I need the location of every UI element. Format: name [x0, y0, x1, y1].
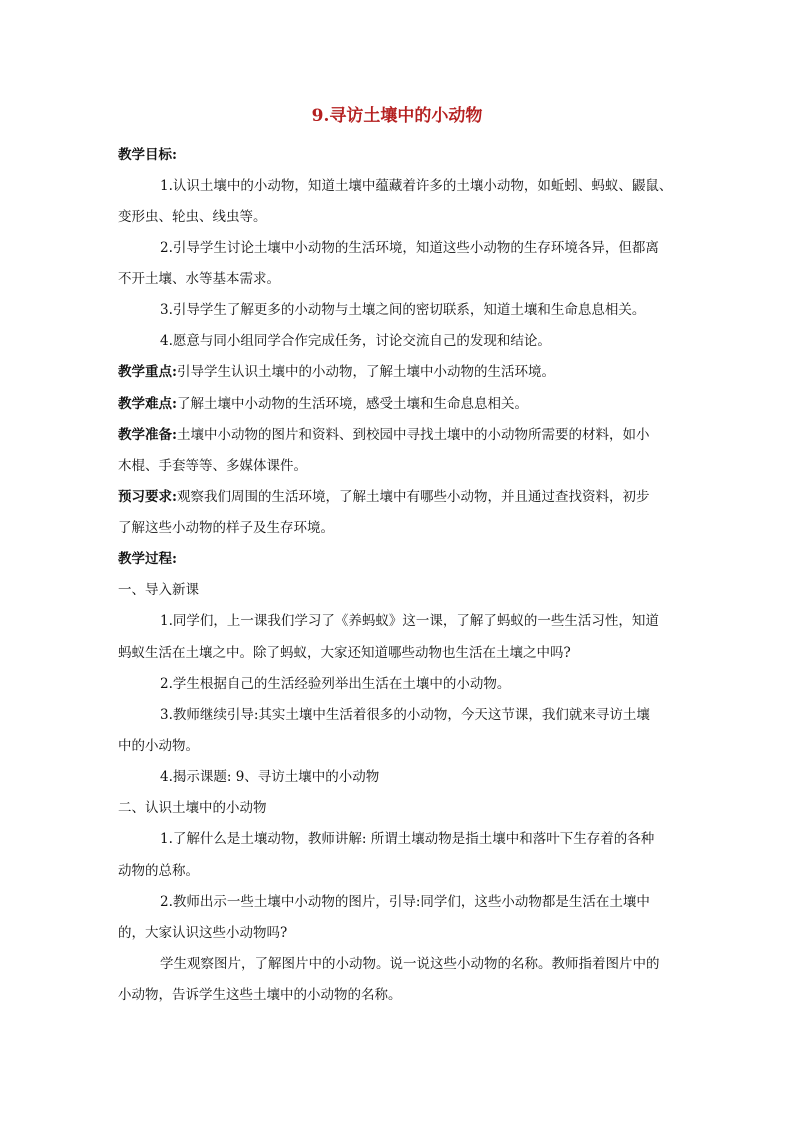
preparation-label: 教学准备:: [118, 427, 177, 443]
preview-text: 观察我们周围的生活环境，了解土壤中有哪些小动物，并且通过查找资料，初步: [176, 489, 650, 505]
objective-line: 3.引导学生了解更多的小动物与土壤之间的密切联系，知道土壤和生命息息相关。: [160, 302, 646, 318]
objective-line: 2.引导学生讨论土壤中小动物的生活环境，知道这些小动物的生存环境各异，但都离: [160, 240, 659, 256]
part2-line: 学生观察图片，了解图片中的小动物。说一说这些小动物的名称。教师指着图片中的: [160, 956, 660, 972]
part2-line: 小动物，告诉学生这些土壤中的小动物的名称。: [118, 987, 402, 1003]
part2-heading: 二、认识土壤中的小动物: [118, 800, 267, 816]
part1-line: 1.同学们，上一课我们学习了《养蚂蚁》这一课，了解了蚂蚁的一些生活习性，知道: [160, 613, 659, 629]
part2-line: 的，大家认识这些小动物吗?: [118, 925, 288, 941]
difficult-point: [118, 394, 683, 414]
key-point-text: 引导学生认识土壤中的小动物，了解土壤中小动物的生活环境。: [176, 364, 555, 380]
preparation-text-cont: 木棍、手套等等、多媒体课件。: [118, 458, 307, 474]
part1-line: 3.教师继续引导:其实土壤中生活着很多的小动物，今天这节课，我们就来寻访土壤: [160, 707, 650, 723]
objective-line: 1.认识土壤中的小动物，知道土壤中蕴藏着许多的土壤小动物，如蚯蚓、蚂蚁、鼹鼠、: [160, 178, 673, 194]
difficult-point-label: 教学难点:: [118, 396, 177, 412]
key-point-label: 教学重点:: [118, 364, 177, 380]
objectives-label: 教学目标:: [118, 147, 177, 163]
preparation-text: 土壤中小动物的图片和资料、到校园中寻找土壤中的小动物所需要的材料，如小: [176, 427, 650, 443]
part1-line: 蚂蚁生活在土壤之中。除了蚂蚁，大家还知道哪些动物也生活在土壤之中吗?: [118, 645, 571, 661]
objective-line: 不开土壤、水等基本需求。: [118, 271, 280, 287]
preview: [118, 487, 683, 507]
preview-label: 预习要求:: [118, 489, 177, 505]
part2-line: 2.教师出示一些土壤中小动物的图片，引导:同学们，这些小动物都是生活在土壤中: [160, 894, 650, 910]
part1-line: 4.揭示课题: 9、寻访土壤中的小动物: [160, 769, 380, 785]
part2-line: 1.了解什么是土壤动物，教师讲解: 所谓土壤动物是指土壤中和落叶下生存着的各种: [160, 831, 655, 847]
key-point: [118, 362, 683, 382]
part1-line: 中的小动物。: [118, 738, 199, 754]
objective-line: 4.愿意与同小组同学合作完成任务，讨论交流自己的发现和结论。: [160, 333, 551, 349]
difficult-point-text: 了解土壤中小动物的生活环境，感受土壤和生命息息相关。: [176, 396, 528, 412]
part1-line: 2.学生根据自己的生活经验列举出生活在土壤中的小动物。: [160, 676, 511, 692]
part2-line: 动物的总称。: [118, 863, 199, 879]
part1-heading: 一、导入新课: [118, 582, 199, 598]
preparation: [118, 425, 683, 445]
objective-line: 变形虫、轮虫、线虫等。: [118, 209, 267, 225]
page-title: 9.寻访土壤中的小动物: [311, 106, 483, 126]
preview-text-cont: 了解这些小动物的样子及生存环境。: [118, 520, 334, 536]
process-label: 教学过程:: [118, 551, 177, 567]
